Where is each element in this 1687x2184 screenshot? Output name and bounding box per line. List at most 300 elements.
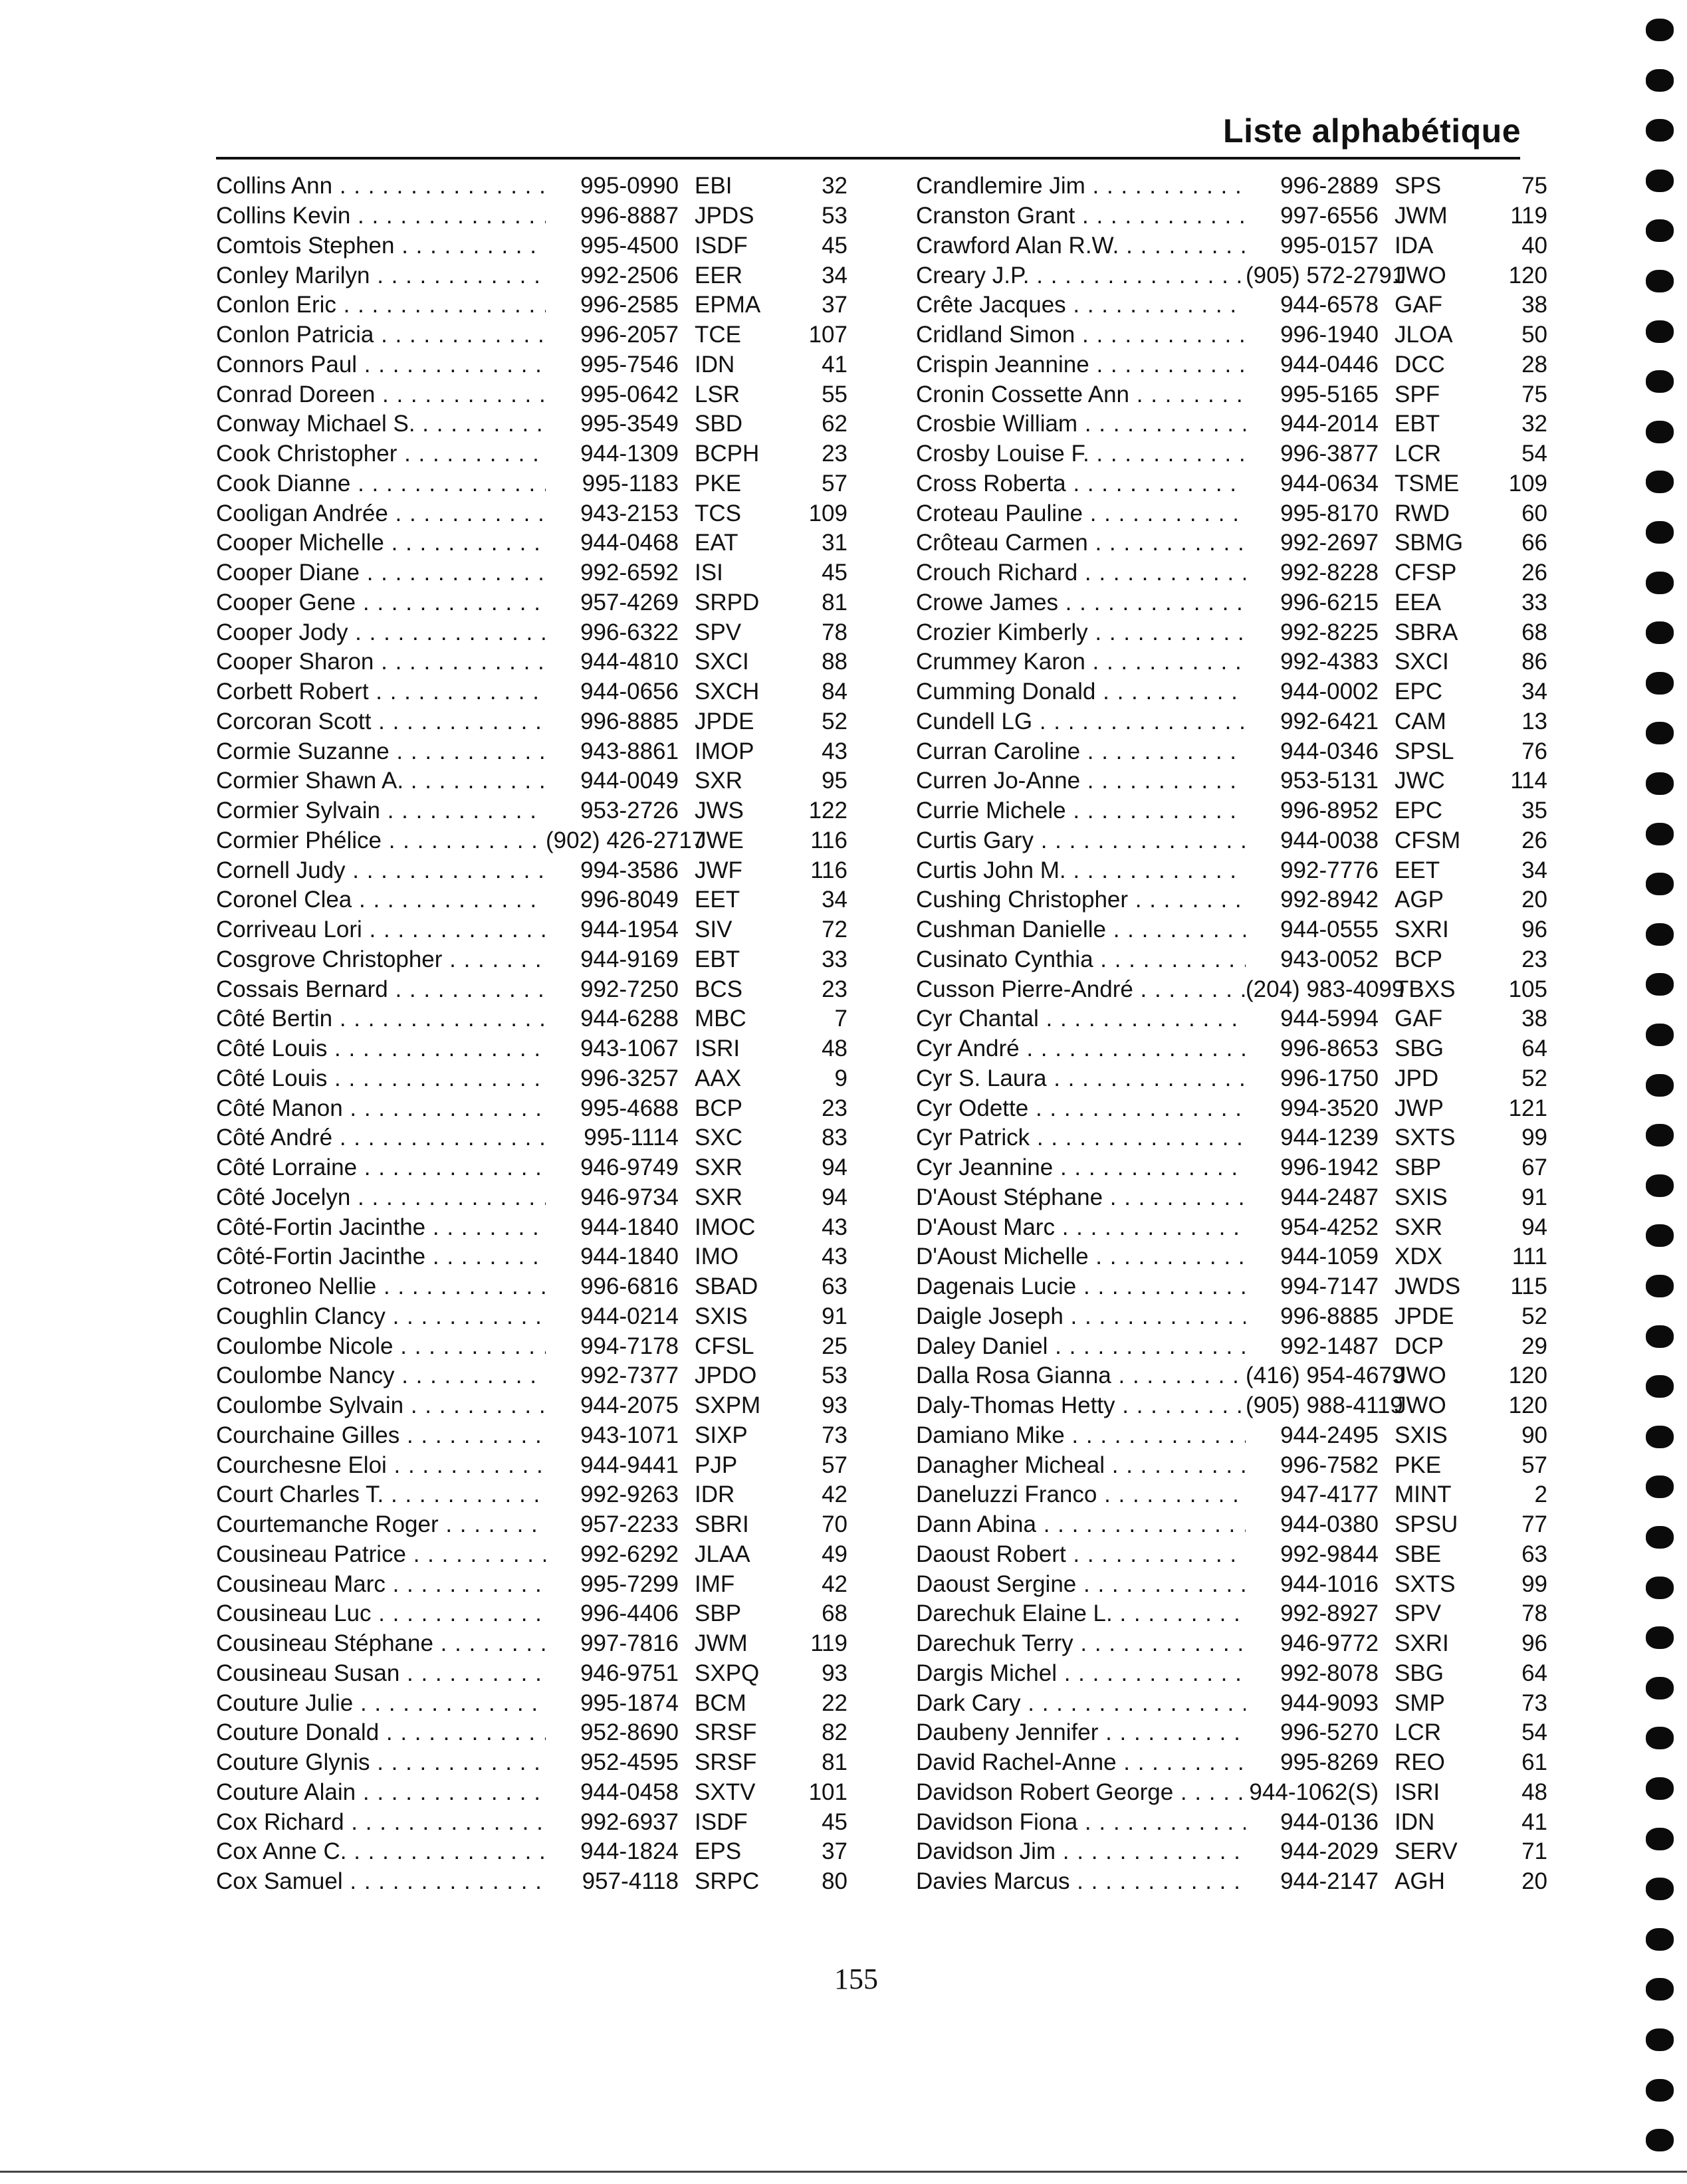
entry-phone: 943-1067 — [580, 1036, 679, 1062]
entry-phone: 944-0049 — [580, 768, 679, 794]
entry-page: 121 — [1508, 1095, 1547, 1121]
directory-entry — [216, 1510, 847, 1540]
entry-name: Coulombe Nancy . . . — [216, 1363, 546, 1389]
entry-name: Cyr S. Laura . . . — [916, 1065, 1246, 1092]
entry-code: CFSL — [695, 1333, 754, 1359]
entry-code: EBT — [1395, 411, 1440, 437]
directory-entry — [216, 1093, 847, 1123]
directory-entry — [916, 1480, 1547, 1510]
entry-name: Crouch Richard . . . — [916, 560, 1246, 586]
entry-page: 109 — [1508, 470, 1547, 496]
directory-entry — [916, 1183, 1547, 1213]
entry-name: Côté Lorraine . . . — [216, 1154, 546, 1181]
entry-phone: 944-1239 — [1280, 1125, 1379, 1151]
entry-phone: 995-0157 — [1280, 232, 1379, 259]
entry-page: 119 — [810, 1630, 847, 1657]
entry-name: Davidson Fiona . . . — [916, 1809, 1246, 1836]
entry-page: 50 — [1521, 322, 1547, 348]
directory-entry — [216, 1748, 847, 1778]
entry-phone: 953-2726 — [580, 798, 679, 824]
entry-phone: 992-2697 — [1280, 530, 1379, 556]
entry-code: EPMA — [695, 292, 761, 318]
entry-page: 57 — [822, 1452, 847, 1478]
entry-phone: 996-1940 — [1280, 322, 1379, 348]
binding-hole — [1646, 219, 1674, 242]
entry-page: 64 — [1521, 1660, 1547, 1686]
directory-entry — [216, 766, 847, 796]
entry-name: Côté André . . . — [216, 1125, 546, 1151]
entry-page: 77 — [1521, 1511, 1547, 1538]
entry-name: Dargis Michel . . . — [916, 1660, 1246, 1687]
directory-entry — [916, 1718, 1547, 1748]
directory-entry — [216, 1331, 847, 1361]
entry-code: SPV — [1395, 1600, 1442, 1627]
entry-phone: 944-0346 — [1280, 738, 1379, 764]
directory-entry — [916, 320, 1547, 350]
entry-phone: 944-1016 — [1280, 1571, 1379, 1597]
entry-name: Côté Bertin . . . — [216, 1006, 546, 1032]
entry-phone: 994-7178 — [580, 1333, 679, 1359]
entry-name: Crandlemire Jim . . . — [916, 173, 1246, 199]
entry-code: LSR — [695, 381, 740, 407]
entry-code: SRSF — [695, 1719, 757, 1746]
directory-entry — [216, 885, 847, 915]
entry-phone: 944-0214 — [580, 1303, 679, 1329]
entry-page: 23 — [822, 976, 847, 1002]
entry-code: LCR — [1395, 1719, 1442, 1746]
entry-code: SXRI — [1395, 917, 1449, 943]
directory-entry — [916, 1837, 1547, 1867]
directory-entry — [916, 1659, 1547, 1689]
entry-phone: 996-2057 — [580, 322, 679, 348]
entry-page: 40 — [1521, 232, 1547, 259]
entry-name: Cox Richard . . . — [216, 1809, 546, 1836]
directory-entry — [216, 1778, 847, 1808]
entry-phone: (905) 988-4119 — [1246, 1392, 1403, 1419]
entry-code: JWO — [1395, 1392, 1446, 1419]
entry-code: SXTS — [1395, 1571, 1456, 1597]
entry-phone: 943-2153 — [580, 500, 679, 526]
binding-hole — [1646, 923, 1674, 946]
entry-page: 78 — [1521, 1600, 1547, 1627]
binding-hole — [1646, 169, 1674, 192]
binding-hole — [1646, 873, 1674, 895]
entry-page: 49 — [822, 1541, 847, 1567]
entry-code: JLAA — [695, 1541, 750, 1567]
entry-page: 52 — [1521, 1065, 1547, 1091]
entry-name: Cyr Jeannine . . . — [916, 1154, 1246, 1181]
directory-entry — [216, 647, 847, 677]
entry-page: 78 — [822, 619, 847, 645]
directory-entry — [916, 1807, 1547, 1837]
directory-entry — [216, 261, 847, 290]
entry-page: 94 — [822, 1154, 847, 1181]
entry-name: Cyr Odette . . . — [916, 1095, 1246, 1122]
entry-name: Crawford Alan R.W. . . . — [916, 233, 1246, 259]
entry-code: SERV — [1395, 1838, 1458, 1865]
entry-phone: 944-1824 — [580, 1838, 679, 1865]
entry-name: Coughlin Clancy . . . — [216, 1303, 546, 1330]
directory-entry — [916, 1064, 1547, 1094]
entry-name: Cundell LG . . . — [916, 709, 1246, 735]
entry-phone: 944-9441 — [580, 1452, 679, 1478]
entry-phone: 953-5131 — [1280, 768, 1379, 794]
entry-code: TBXS — [1395, 976, 1456, 1002]
entry-phone: 995-0642 — [580, 381, 679, 407]
entry-phone: 995-4688 — [580, 1095, 679, 1121]
directory-entry — [216, 290, 847, 320]
binding-hole — [1646, 1878, 1674, 1900]
directory-entry — [916, 1569, 1547, 1599]
directory-entry — [216, 528, 847, 558]
entry-page: 88 — [822, 649, 847, 675]
directory-entry — [916, 1153, 1547, 1183]
entry-name: Cormier Sylvain . . . — [216, 798, 546, 824]
directory-entry — [216, 1421, 847, 1451]
entry-name: Cornell Judy . . . — [216, 857, 546, 884]
entry-page: 105 — [1508, 976, 1547, 1002]
entry-name: Cook Dianne . . . — [216, 471, 546, 497]
directory-entry — [916, 171, 1547, 201]
entry-name: Cyr Patrick . . . — [916, 1125, 1246, 1151]
binding-hole — [1646, 1978, 1674, 2001]
entry-phone: 995-7299 — [580, 1571, 679, 1597]
entry-code: JPDO — [695, 1363, 757, 1389]
entry-code: EPC — [1395, 679, 1442, 705]
entry-code: SXR — [695, 768, 742, 794]
entry-code: SXIS — [695, 1303, 748, 1329]
binding-hole — [1646, 1124, 1674, 1147]
entry-page: 99 — [1521, 1571, 1547, 1597]
entry-phone: 994-3586 — [580, 857, 679, 883]
directory-entry — [916, 1272, 1547, 1302]
entry-phone: 997-6556 — [1280, 203, 1379, 229]
directory-entry — [916, 1123, 1547, 1153]
entry-phone: 944-4810 — [580, 649, 679, 675]
entry-page: 81 — [822, 589, 847, 615]
entry-page: 42 — [822, 1571, 847, 1597]
entry-code: IMOP — [695, 738, 754, 764]
directory-entry — [916, 1748, 1547, 1778]
entry-phone: 944-1840 — [580, 1214, 679, 1240]
directory-entry — [916, 261, 1547, 290]
entry-page: 120 — [1508, 262, 1547, 288]
directory-entry — [216, 1183, 847, 1213]
entry-page: 91 — [1521, 1184, 1547, 1210]
entry-name: Cooligan Andrée . . . — [216, 500, 546, 527]
entry-name: Daoust Robert . . . — [916, 1541, 1246, 1568]
entry-phone: 954-4252 — [1280, 1214, 1379, 1240]
entry-phone: 996-3257 — [580, 1065, 679, 1091]
entry-page: 95 — [822, 768, 847, 794]
entry-name: Crowe James . . . — [916, 590, 1246, 616]
entry-phone: 996-5270 — [1280, 1719, 1379, 1746]
binding-hole — [1646, 621, 1674, 644]
entry-phone: 944-0380 — [1280, 1511, 1379, 1538]
binding-hole — [1646, 823, 1674, 845]
entry-name: Coronel Clea . . . — [216, 887, 546, 913]
entry-code: MINT — [1395, 1481, 1452, 1508]
entry-name: Crosbie William . . . — [916, 411, 1246, 437]
entry-page: 94 — [822, 1184, 847, 1210]
entry-page: 91 — [822, 1303, 847, 1329]
entry-phone: 995-4500 — [580, 232, 679, 259]
entry-code: RWD — [1395, 500, 1450, 526]
entry-code: LCR — [1395, 441, 1442, 467]
directory-entry — [216, 1153, 847, 1183]
entry-phone: 996-8885 — [1280, 1303, 1379, 1329]
entry-page: 48 — [822, 1036, 847, 1062]
entry-name: Côté Jocelyn . . . — [216, 1184, 546, 1211]
entry-code: PJP — [695, 1452, 738, 1478]
entry-phone: (902) 426-2717 — [546, 827, 705, 853]
entry-name: Cormier Phélice . . . — [216, 827, 546, 854]
binding-hole — [1646, 1677, 1674, 1699]
entry-phone: 992-8942 — [1280, 887, 1379, 913]
entry-name: D'Aoust Marc . . . — [916, 1214, 1246, 1241]
entry-page: 35 — [1521, 798, 1547, 824]
entry-name: Conlon Patricia . . . — [216, 322, 546, 348]
entry-phone: 944-9093 — [1280, 1690, 1379, 1716]
entry-code: IDN — [695, 351, 735, 378]
entry-phone: 994-3520 — [1280, 1095, 1379, 1121]
entry-phone: 944-0634 — [1280, 470, 1379, 496]
entry-page: 43 — [822, 738, 847, 764]
entry-phone: 997-7816 — [580, 1630, 679, 1657]
entry-page: 66 — [1521, 530, 1547, 556]
entry-name: Conway Michael S. . . . — [216, 411, 546, 437]
entry-page: 122 — [808, 798, 847, 824]
entry-code: SPSL — [1395, 738, 1454, 764]
entry-phone: 944-6288 — [580, 1006, 679, 1032]
entry-code: EER — [695, 262, 742, 288]
entry-name: Davidson Robert George . . . — [916, 1779, 1246, 1806]
entry-name: Cox Anne C. . . . — [216, 1838, 546, 1865]
entry-page: 7 — [834, 1006, 847, 1032]
directory-entry — [216, 1807, 847, 1837]
directory-entry — [916, 1599, 1547, 1629]
entry-name: Cusinato Cynthia . . . — [916, 946, 1246, 973]
entry-code: SBAD — [695, 1273, 758, 1300]
entry-phone: 996-8049 — [580, 887, 679, 913]
directory-entry — [216, 1599, 847, 1629]
entry-name: Cooper Jody . . . — [216, 619, 546, 646]
entry-name: Darechuk Elaine L. . . . — [916, 1600, 1246, 1627]
entry-code: DCP — [1395, 1333, 1444, 1359]
entry-page: 34 — [1521, 857, 1547, 883]
directory-entry — [216, 231, 847, 261]
entry-name: Collins Kevin . . . — [216, 203, 546, 229]
entry-phone: 944-0468 — [580, 530, 679, 556]
entry-phone: 996-4406 — [580, 1600, 679, 1627]
entry-code: IDR — [695, 1481, 735, 1508]
entry-name: Cormie Suzanne . . . — [216, 738, 546, 765]
directory-entry — [216, 1540, 847, 1570]
entry-page: 71 — [1521, 1838, 1547, 1865]
entry-code: SRPD — [695, 589, 760, 615]
entry-code: SBG — [1395, 1660, 1444, 1686]
directory-entry — [216, 826, 847, 856]
binding-hole — [1646, 1526, 1674, 1549]
entry-page: 9 — [834, 1065, 847, 1091]
entry-page: 34 — [1521, 679, 1547, 705]
directory-entry — [216, 677, 847, 707]
entry-phone: 943-8861 — [580, 738, 679, 764]
entry-code: SXIS — [1395, 1184, 1448, 1210]
entry-page: 52 — [1521, 1303, 1547, 1329]
entry-name: Cranston Grant . . . — [916, 203, 1246, 229]
entry-page: 34 — [822, 262, 847, 288]
directory-entry — [216, 350, 847, 380]
entry-code: JWM — [695, 1630, 748, 1657]
directory-entry — [916, 1450, 1547, 1480]
entry-code: GAF — [1395, 1006, 1442, 1032]
entry-phone: 994-7147 — [1280, 1273, 1379, 1300]
entry-name: Cook Christopher . . . — [216, 441, 546, 467]
entry-code: TSME — [1395, 470, 1460, 496]
entry-page: 64 — [1521, 1036, 1547, 1062]
entry-page: 83 — [822, 1125, 847, 1151]
directory-entry — [916, 766, 1547, 796]
entry-page: 67 — [1521, 1154, 1547, 1181]
entry-phone: 995-5165 — [1280, 381, 1379, 407]
entry-code: SRSF — [695, 1749, 757, 1776]
directory-entry — [916, 1629, 1547, 1659]
entry-phone: 992-1487 — [1280, 1333, 1379, 1359]
entry-page: 68 — [822, 1600, 847, 1627]
entry-page: 33 — [1521, 589, 1547, 615]
directory-entry — [916, 855, 1547, 885]
entry-code: ISI — [695, 560, 723, 586]
entry-page: 111 — [1512, 1244, 1547, 1270]
entry-page: 43 — [822, 1214, 847, 1240]
directory-entry — [216, 1659, 847, 1689]
entry-code: DCC — [1395, 351, 1445, 378]
entry-page: 96 — [1521, 1630, 1547, 1657]
entry-name: Cyr Chantal . . . — [916, 1006, 1246, 1032]
directory-entry — [216, 855, 847, 885]
entry-phone: 944-0458 — [580, 1779, 679, 1805]
directory-entry — [916, 1688, 1547, 1718]
entry-phone: 944-0446 — [1280, 351, 1379, 378]
entry-code: SBD — [695, 411, 742, 437]
entry-code: SXCH — [695, 679, 760, 705]
entry-code: SXCI — [1395, 649, 1449, 675]
entry-phone: 996-2889 — [1280, 173, 1379, 199]
entry-name: Côté-Fortin Jacinthe . . . — [216, 1244, 546, 1270]
entry-name: Corcoran Scott . . . — [216, 709, 546, 735]
entry-code: EPS — [695, 1838, 742, 1865]
entry-phone: 944-1954 — [580, 917, 679, 943]
entry-phone: 996-3877 — [1280, 441, 1379, 467]
entry-code: SXPQ — [695, 1660, 760, 1686]
entry-code: REO — [1395, 1749, 1445, 1776]
binding-hole — [1646, 521, 1674, 544]
entry-name: Dalla Rosa Gianna . . . — [916, 1363, 1246, 1389]
entry-name: Conlon Eric . . . — [216, 292, 546, 318]
binding-hole — [1646, 572, 1674, 594]
entry-name: Courtemanche Roger . . . — [216, 1511, 546, 1538]
directory-entry — [216, 707, 847, 737]
binding-hole — [1646, 2129, 1674, 2151]
binding-hole — [1646, 1626, 1674, 1649]
entry-code: JWM — [1395, 203, 1448, 229]
entry-page: 57 — [1521, 1452, 1547, 1478]
directory-entry — [916, 231, 1547, 261]
binding-hole — [1646, 973, 1674, 996]
entry-name: Couture Glynis . . . — [216, 1749, 546, 1776]
entry-phone: 992-9844 — [1280, 1541, 1379, 1567]
entry-page: 68 — [1521, 619, 1547, 645]
directory-entry — [916, 439, 1547, 469]
binding-hole — [1646, 772, 1674, 795]
entry-code: ISRI — [1395, 1779, 1440, 1805]
entry-name: Corbett Robert . . . — [216, 679, 546, 705]
directory-entry — [916, 588, 1547, 618]
entry-name: Cooper Michelle . . . — [216, 530, 546, 556]
entry-page: 45 — [822, 232, 847, 259]
binding-hole — [1646, 1275, 1674, 1297]
directory-entry — [916, 1510, 1547, 1540]
entry-name: Cossais Bernard . . . — [216, 976, 546, 1003]
entry-phone: 943-0052 — [1280, 946, 1379, 972]
entry-name: Crummey Karon . . . — [916, 649, 1246, 675]
directory-entry — [216, 1302, 847, 1332]
entry-code: EPC — [1395, 798, 1442, 824]
entry-code: EET — [695, 887, 740, 913]
entry-page: 75 — [1521, 381, 1547, 407]
directory-entry — [916, 796, 1547, 826]
right-column — [916, 171, 1547, 1897]
entry-phone: 996-8952 — [1280, 798, 1379, 824]
entry-phone: 992-6421 — [1280, 708, 1379, 734]
entry-code: AGP — [1395, 887, 1444, 913]
binding-hole — [1646, 1828, 1674, 1850]
entry-code: SXR — [695, 1184, 742, 1210]
binding-hole — [1646, 672, 1674, 695]
entry-phone: 944-0002 — [1280, 679, 1379, 705]
binding-hole — [1646, 69, 1674, 92]
entry-code: PKE — [1395, 1452, 1442, 1478]
entry-page: 119 — [1510, 203, 1547, 229]
directory-entry — [916, 350, 1547, 380]
directory-entry — [216, 1629, 847, 1659]
directory-entry — [216, 945, 847, 975]
entry-code: JWS — [695, 798, 744, 824]
directory-entry — [216, 736, 847, 766]
directory-entry — [916, 1212, 1547, 1242]
entry-code: SPV — [695, 619, 742, 645]
entry-phone: 996-7582 — [1280, 1452, 1379, 1478]
binding-hole — [1646, 2079, 1674, 2102]
entry-name: Courchesne Eloi . . . — [216, 1452, 546, 1479]
entry-phone: 944-2029 — [1280, 1838, 1379, 1865]
entry-name: Dann Abina . . . — [916, 1511, 1246, 1538]
directory-entry — [916, 1331, 1547, 1361]
entry-name: Dark Cary . . . — [916, 1690, 1246, 1717]
directory-entry — [916, 558, 1547, 588]
entry-page: 29 — [1521, 1333, 1547, 1359]
entry-page: 99 — [1521, 1125, 1547, 1151]
entry-name: Cormier Shawn A. . . . — [216, 768, 546, 794]
entry-code: SBRA — [1395, 619, 1458, 645]
entry-page: 86 — [1521, 649, 1547, 675]
entry-code: BCP — [1395, 946, 1442, 972]
directory-entry — [216, 171, 847, 201]
entry-name: Curren Jo-Anne . . . — [916, 768, 1246, 794]
page-number: 155 — [834, 1963, 878, 1995]
entry-name: Davies Marcus . . . — [916, 1868, 1246, 1895]
